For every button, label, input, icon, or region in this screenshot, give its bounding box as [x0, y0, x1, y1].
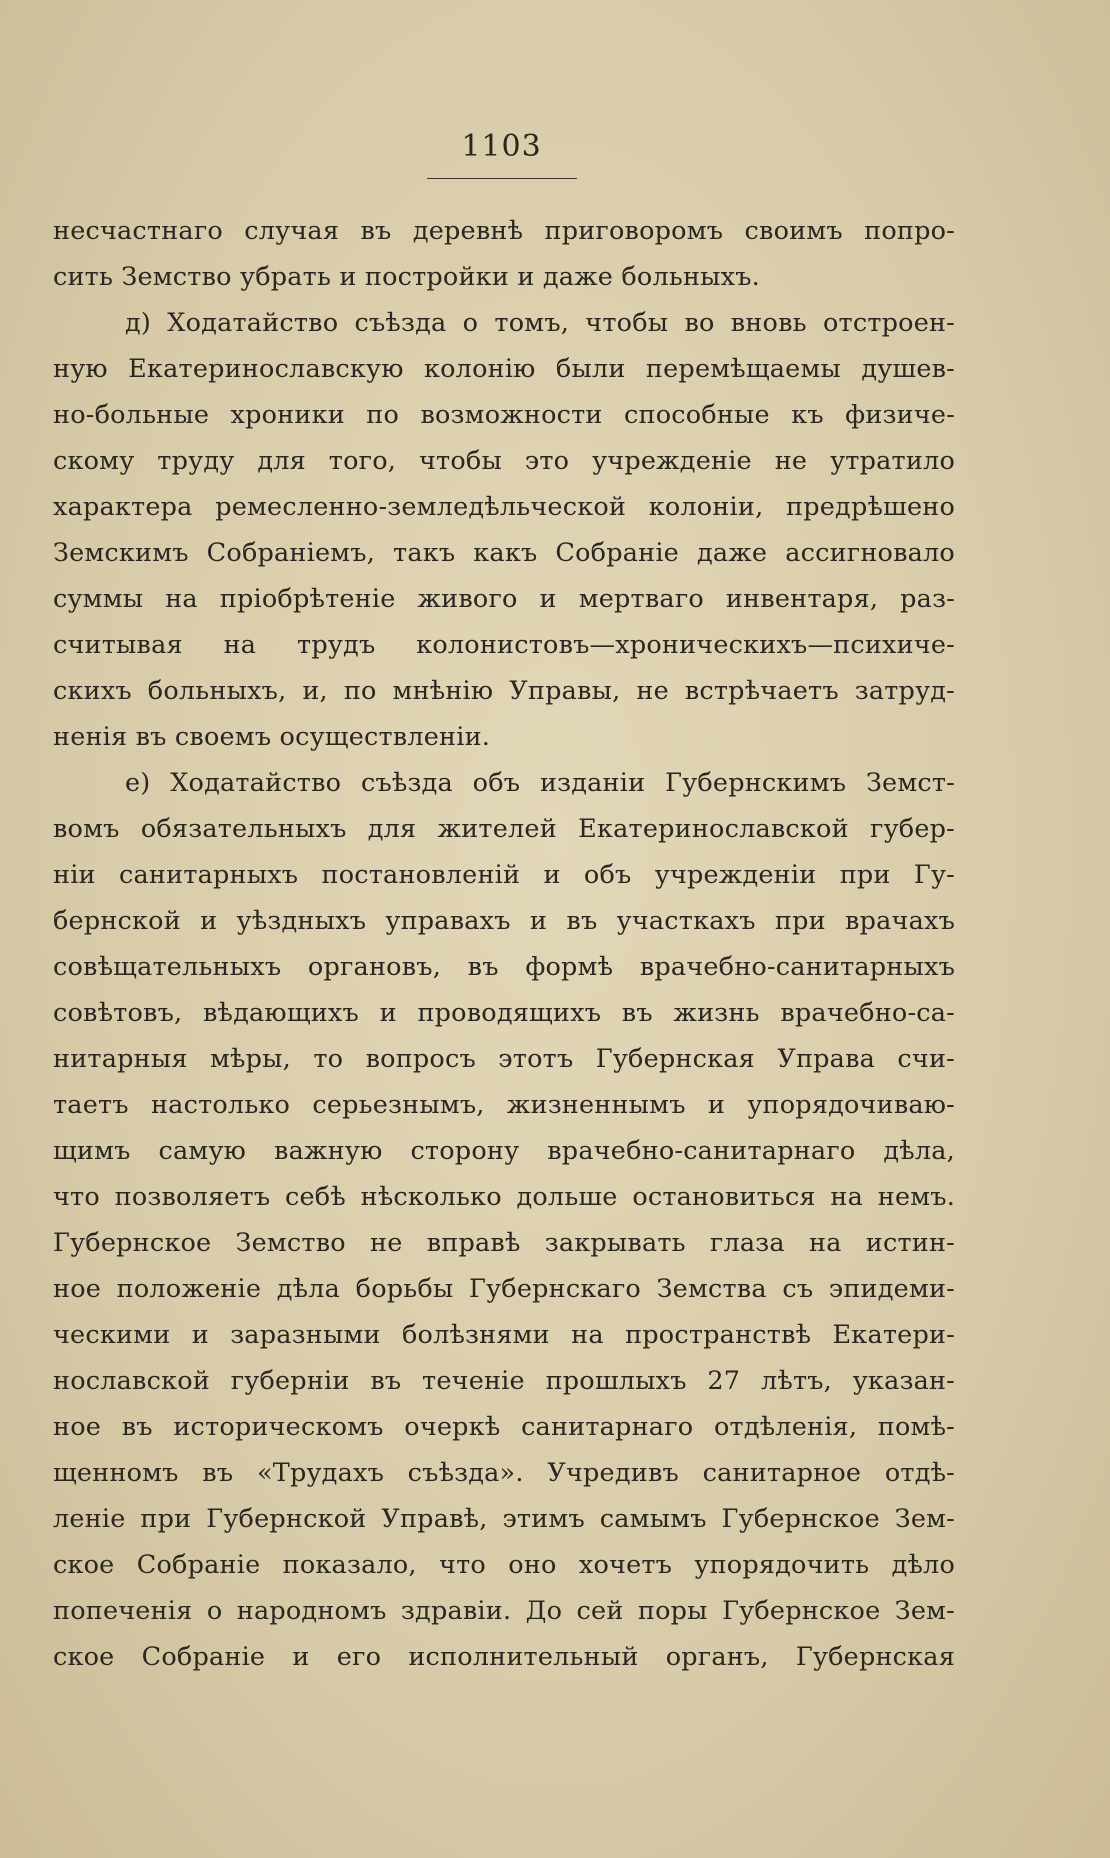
text-line: Земскимъ Собраніемъ, такъ какъ Собраніе даже ассигновало — [53, 538, 955, 568]
paragraph-d-start: д) Ходатайство съѣзда о томъ, чтобы во вновь отстроен- — [125, 308, 955, 338]
body-text — [53, 208, 955, 1680]
text-line: щимъ самую важную сторону врачебно-санитарнаго дѣла, — [53, 1136, 955, 1166]
text-line: нитарныя мѣры, то вопросъ этотъ Губернская Управа счи- — [53, 1044, 955, 1074]
text-line: характера ремесленно-земледѣльческой колоніи, предрѣшено — [53, 492, 955, 522]
text-line: нославской губерніи въ теченіе прошлыхъ 27 лѣтъ, указан- — [53, 1366, 955, 1396]
text-line: что позволяетъ себѣ нѣсколько дольше остановиться на немъ. — [53, 1182, 955, 1212]
text-line: ское Собраніе показало, что оно хочетъ упорядочить дѣло — [53, 1550, 955, 1580]
text-line: сить Земство убрать и постройки и даже больныхъ. — [53, 262, 760, 292]
text-line: скому труду для того, чтобы это учрежденіе не утратило — [53, 446, 955, 476]
text-line: совѣтовъ, вѣдающихъ и проводящихъ въ жизнь врачебно-са- — [53, 998, 955, 1028]
text-line: скихъ больныхъ, и, по мнѣнію Управы, не встрѣчаетъ затруд- — [53, 676, 955, 706]
text-line: ское Собраніе и его исполнительный органъ, Губернская — [53, 1642, 955, 1672]
text-line: щенномъ въ «Трудахъ съѣзда». Учредивъ санитарное отдѣ- — [53, 1458, 955, 1488]
page-number-underline — [427, 178, 577, 179]
text-line: ное въ историческомъ очеркѣ санитарнаго отдѣленія, помѣ- — [53, 1412, 955, 1442]
paragraph-e-start: е) Ходатайство съѣзда объ изданіи Губернскимъ Земст- — [125, 768, 955, 798]
text-line: считывая на трудъ колонистовъ—хроническихъ—психиче- — [53, 630, 955, 660]
text-line: леніе при Губернской Управѣ, этимъ самымъ Губернское Зем- — [53, 1504, 955, 1534]
text-line: вомъ обязательныхъ для жителей Екатеринославской губер- — [53, 814, 955, 844]
text-line: ненія въ своемъ осуществленіи. — [53, 722, 491, 752]
text-line: ную Екатеринославскую колонію были перемѣщаемы душев- — [53, 354, 955, 384]
text-line: ніи санитарныхъ постановленій и объ учрежденіи при Гу- — [53, 860, 955, 890]
text-line: попеченія о народномъ здравіи. До сей поры Губернское Зем- — [53, 1596, 955, 1626]
text-line: ческими и заразными болѣзнями на пространствѣ Екатери- — [53, 1320, 955, 1350]
text-line: Губернское Земство не вправѣ закрывать глаза на истин- — [53, 1228, 955, 1258]
text-line: таетъ настолько серьезнымъ, жизненнымъ и упорядочиваю- — [53, 1090, 955, 1120]
page-number: 1103 — [461, 129, 542, 164]
text-line: несчастнаго случая въ деревнѣ приговоромъ своимъ попро- — [53, 216, 955, 246]
text-line: бернской и уѣздныхъ управахъ и въ участкахъ при врачахъ — [53, 906, 955, 936]
text-line: суммы на пріобрѣтеніе живого и мертваго инвентаря, раз- — [53, 584, 955, 614]
text-line: ное положеніе дѣла борьбы Губернскаго Земства съ эпидеми- — [53, 1274, 955, 1304]
text-line: совѣщательныхъ органовъ, въ формѣ врачебно-санитарныхъ — [53, 952, 955, 982]
text-line: но-больные хроники по возможности способные къ физиче- — [53, 400, 955, 430]
